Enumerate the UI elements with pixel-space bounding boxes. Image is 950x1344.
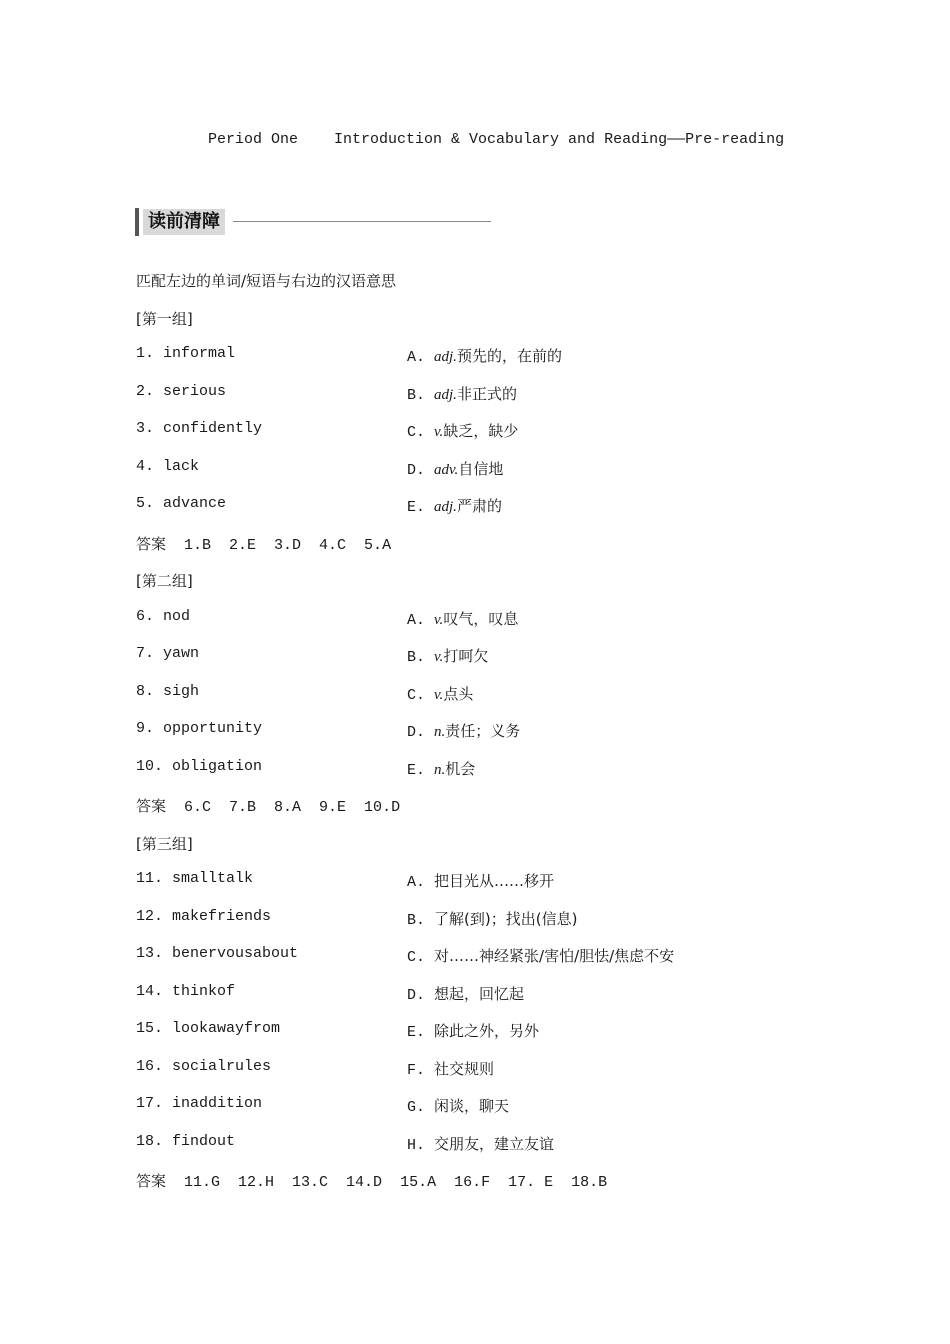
meaning-item: C. v.缺乏，缺少 bbox=[407, 422, 519, 441]
answer-line: 答案 1.B 2.E 3.D 4.C 5.A bbox=[136, 535, 392, 554]
word-item: 8. sigh bbox=[136, 683, 200, 700]
answer-line: 答案 11.G 12.H 13.C 14.D 15.A 16.F 17. E 18.B bbox=[136, 1172, 608, 1191]
section-label: 读前清障 bbox=[143, 209, 225, 235]
section-rule bbox=[233, 221, 491, 222]
word-item: 1. informal bbox=[136, 345, 236, 362]
meaning-item: A. v.叹气，叹息 bbox=[407, 610, 519, 629]
word-item: 15. lookawayfrom bbox=[136, 1020, 281, 1037]
word-item: 13. benervousabout bbox=[136, 945, 299, 962]
word-item: 6. nod bbox=[136, 608, 191, 625]
meaning-item: C. 对……神经紧张/害怕/胆怯/焦虑不安 bbox=[407, 947, 675, 966]
page-title: Period One Introduction & Vocabulary and Reading——Pre-reading bbox=[208, 131, 785, 148]
meaning-item: D. 想起，回忆起 bbox=[407, 985, 525, 1004]
meaning-item: F. 社交规则 bbox=[407, 1060, 495, 1079]
word-item: 4. lack bbox=[136, 458, 200, 475]
meaning-item: D. adv.自信地 bbox=[407, 460, 504, 479]
word-item: 10. obligation bbox=[136, 758, 263, 775]
section-header bbox=[135, 208, 495, 236]
meaning-item: A. 把目光从……移开 bbox=[407, 872, 555, 891]
word-item: 9. opportunity bbox=[136, 720, 263, 737]
meaning-item: E. 除此之外，另外 bbox=[407, 1022, 540, 1041]
meaning-item: A. adj.预先的，在前的 bbox=[407, 347, 562, 366]
meaning-item: D. n.责任；义务 bbox=[407, 722, 521, 741]
meaning-item: C. v.点头 bbox=[407, 685, 474, 704]
word-item: 16. socialrules bbox=[136, 1058, 272, 1075]
section-bar bbox=[135, 208, 139, 236]
word-item: 18. findout bbox=[136, 1133, 236, 1150]
word-item: 12. makefriends bbox=[136, 908, 272, 925]
meaning-item: B. adj.非正式的 bbox=[407, 385, 517, 404]
word-item: 14. thinkof bbox=[136, 983, 236, 1000]
meaning-item: E. n.机会 bbox=[407, 760, 476, 779]
answer-line: 答案 6.C 7.B 8.A 9.E 10.D bbox=[136, 797, 401, 816]
meaning-item: H. 交朋友，建立友谊 bbox=[407, 1135, 555, 1154]
word-item: 2. serious bbox=[136, 383, 227, 400]
meaning-item: B. v.打呵欠 bbox=[407, 647, 489, 666]
group-header: [第二组] bbox=[136, 572, 193, 590]
meaning-item: E. adj.严肃的 bbox=[407, 497, 502, 516]
word-item: 5. advance bbox=[136, 495, 227, 512]
meaning-item: B. 了解(到)；找出(信息) bbox=[407, 910, 578, 929]
group-header: [第一组] bbox=[136, 310, 193, 328]
word-item: 17. inaddition bbox=[136, 1095, 263, 1112]
group-header: [第三组] bbox=[136, 835, 193, 853]
word-item: 3. confidently bbox=[136, 420, 263, 437]
word-item: 7. yawn bbox=[136, 645, 200, 662]
meaning-item: G. 闲谈，聊天 bbox=[407, 1097, 510, 1116]
word-item: 11. smalltalk bbox=[136, 870, 254, 887]
instruction-text: 匹配左边的单词/短语与右边的汉语意思 bbox=[136, 272, 397, 290]
